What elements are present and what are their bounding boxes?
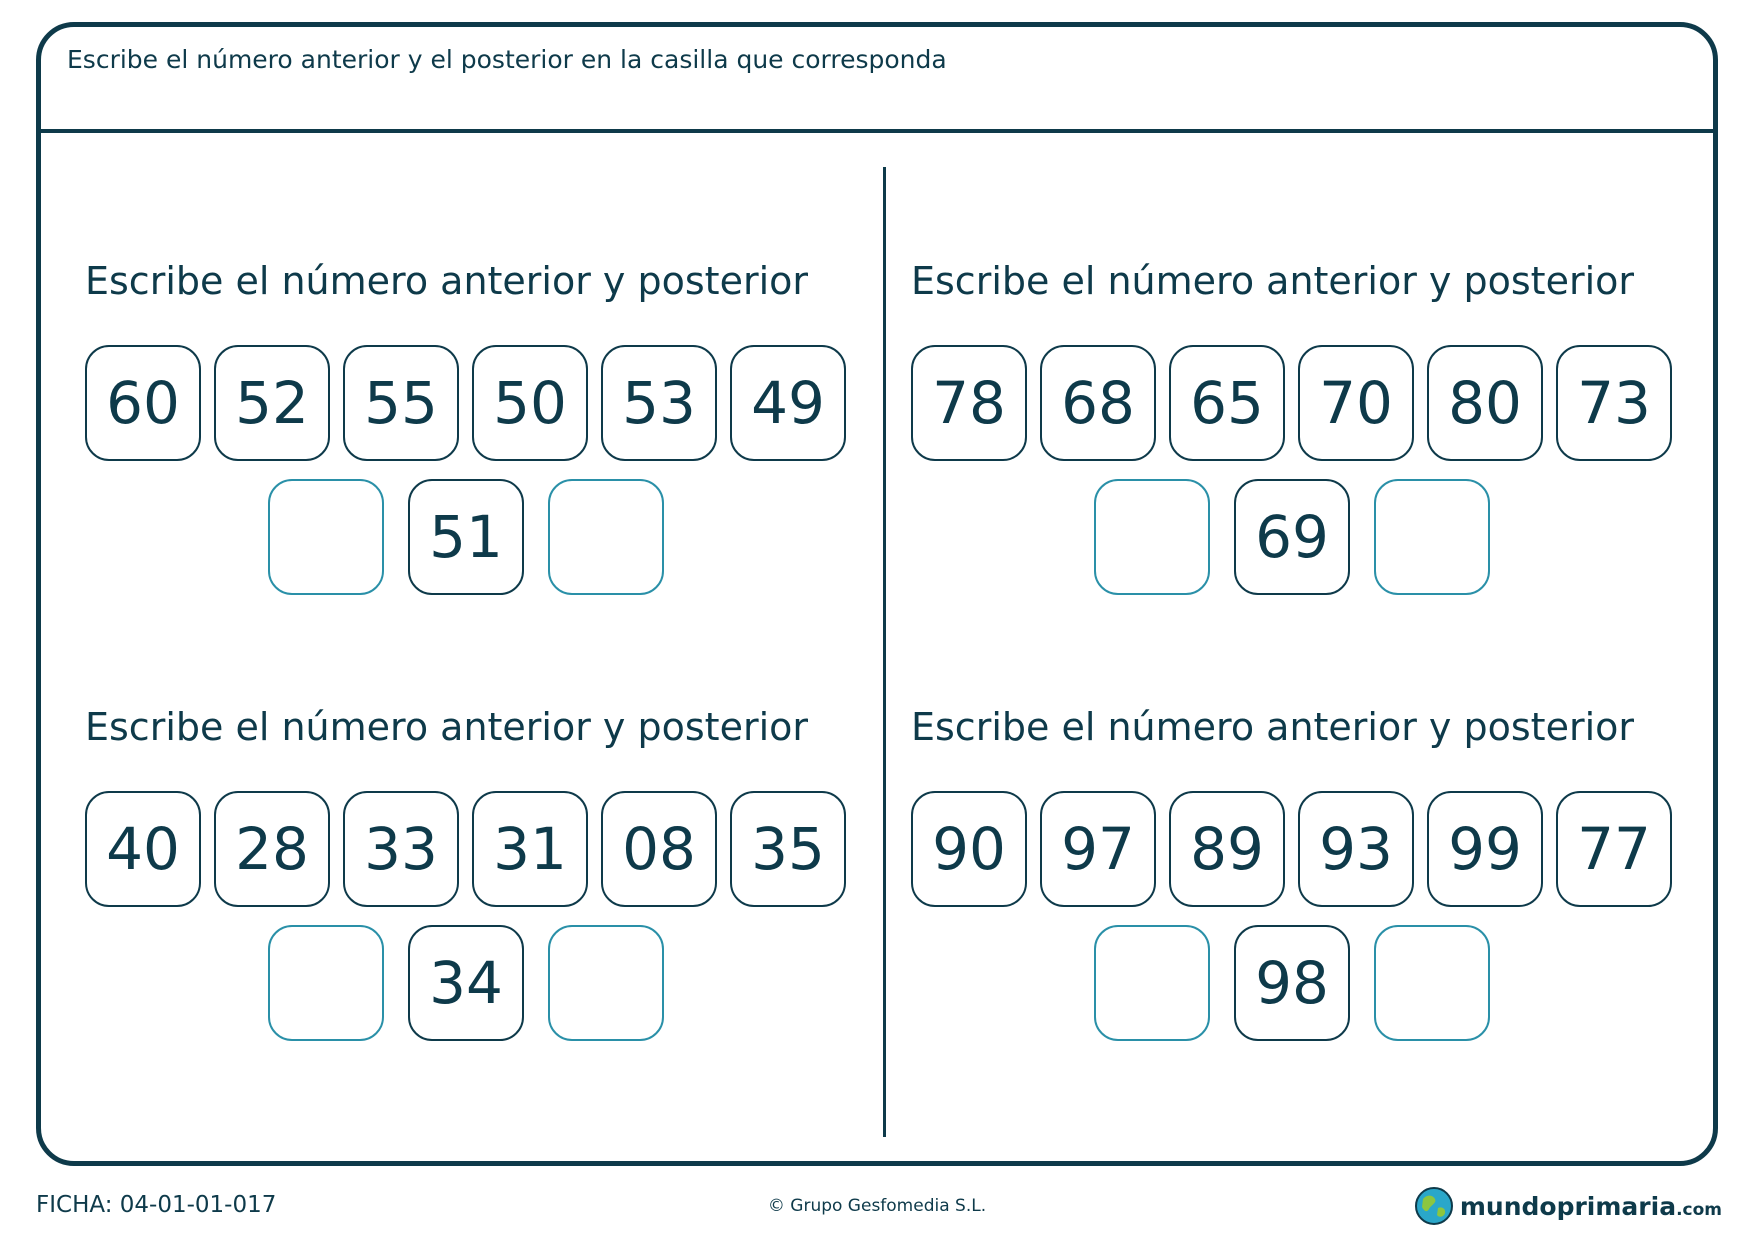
given-number-box: 34 [408, 925, 524, 1041]
copyright-text: © Grupo Gesfomedia S.L. [767, 1196, 987, 1216]
number-box: 40 [85, 791, 201, 907]
given-number-box: 69 [1234, 479, 1350, 595]
exercise-3 [85, 705, 845, 1045]
next-number-box[interactable] [1374, 925, 1490, 1041]
mundoprimaria-logo[interactable] [1414, 1186, 1722, 1226]
number-box: 50 [472, 345, 588, 461]
number-box: 55 [343, 345, 459, 461]
answer-row [268, 925, 664, 1041]
exercise-title: Escribe el número anterior y posterior [911, 259, 1635, 303]
number-box: 49 [730, 345, 846, 461]
globe-icon [1414, 1186, 1454, 1226]
answer-row [268, 479, 664, 595]
worksheet-frame [36, 22, 1718, 1166]
number-box: 60 [85, 345, 201, 461]
number-box: 99 [1427, 791, 1543, 907]
worksheet-code: FICHA: 04-01-01-017 [36, 1192, 277, 1218]
answer-row [1094, 925, 1490, 1041]
number-box: 78 [911, 345, 1027, 461]
exercise-4 [911, 705, 1671, 1045]
number-row [85, 345, 846, 461]
number-box: 89 [1169, 791, 1285, 907]
number-box: 65 [1169, 345, 1285, 461]
exercise-title: Escribe el número anterior y posterior [85, 705, 809, 749]
number-box: 28 [214, 791, 330, 907]
exercise-2 [911, 259, 1671, 599]
number-box: 33 [343, 791, 459, 907]
previous-number-box[interactable] [1094, 925, 1210, 1041]
number-box: 70 [1298, 345, 1414, 461]
next-number-box[interactable] [548, 479, 664, 595]
instruction-text: Escribe el número anterior y el posterior en la casilla que corresponda [67, 45, 947, 74]
previous-number-box[interactable] [268, 479, 384, 595]
number-box: 35 [730, 791, 846, 907]
number-box: 77 [1556, 791, 1672, 907]
next-number-box[interactable] [548, 925, 664, 1041]
number-row [911, 791, 1672, 907]
exercise-1 [85, 259, 845, 599]
number-box: 52 [214, 345, 330, 461]
number-row [85, 791, 846, 907]
answer-row [1094, 479, 1490, 595]
given-number-box: 51 [408, 479, 524, 595]
number-box: 80 [1427, 345, 1543, 461]
logo-main-text: mundoprimaria [1459, 1191, 1677, 1221]
exercise-title: Escribe el número anterior y posterior [85, 259, 809, 303]
number-box: 73 [1556, 345, 1672, 461]
number-box: 53 [601, 345, 717, 461]
number-box: 08 [601, 791, 717, 907]
number-box: 68 [1040, 345, 1156, 461]
number-box: 97 [1040, 791, 1156, 907]
logo-suffix-text: .com [1676, 1199, 1722, 1220]
given-number-box: 98 [1234, 925, 1350, 1041]
exercise-title: Escribe el número anterior y posterior [911, 705, 1635, 749]
column-divider [883, 167, 886, 1137]
previous-number-box[interactable] [1094, 479, 1210, 595]
next-number-box[interactable] [1374, 479, 1490, 595]
number-box: 93 [1298, 791, 1414, 907]
instruction-divider [41, 129, 1713, 133]
previous-number-box[interactable] [268, 925, 384, 1041]
number-box: 90 [911, 791, 1027, 907]
number-row [911, 345, 1672, 461]
number-box: 31 [472, 791, 588, 907]
